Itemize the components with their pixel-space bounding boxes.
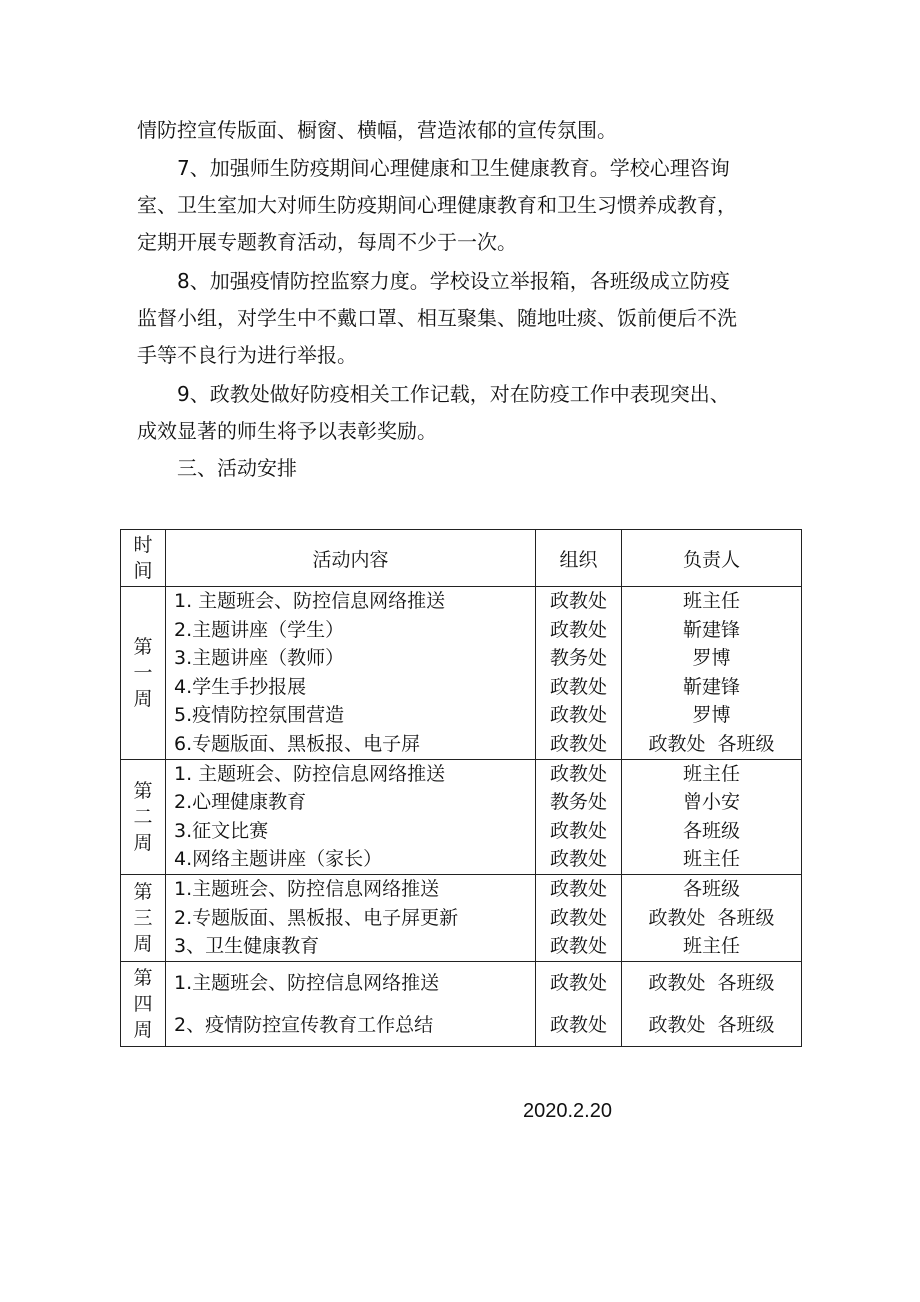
resp-item: 政教处 各班级	[648, 971, 775, 994]
activity-item: 2.专题版面、黑板报、电子屏更新	[174, 906, 459, 929]
paragraph-line: 7、加强师生防疫期间心理健康和卫生健康教育。学校心理咨询	[137, 156, 730, 180]
org-item: 教务处	[549, 647, 607, 670]
activity-item: 4.学生手抄报展	[174, 675, 307, 698]
activity-item: 3、卫生健康教育	[174, 935, 320, 958]
resp-cell	[622, 961, 802, 1046]
activity-item: 2.心理健康教育	[174, 791, 307, 814]
table-row	[121, 961, 802, 1046]
activity-item: 4.网络主题讲座（家长）	[174, 848, 383, 871]
resp-item: 班主任	[682, 935, 740, 958]
resp-item: 罗博	[692, 647, 731, 670]
paragraph-line: 成效显著的师生将予以表彰奖励。	[137, 419, 437, 443]
org-cell	[536, 961, 622, 1046]
org-cell	[536, 874, 622, 961]
resp-item: 政教处 各班级	[648, 732, 775, 755]
activity-cell	[166, 961, 536, 1046]
activity-item: 2、疫情防控宣传教育工作总结	[174, 1013, 434, 1036]
activity-item: 1. 主题班会、防控信息网络推送	[174, 762, 446, 785]
activity-item: 6.专题版面、黑板报、电子屏	[174, 732, 421, 755]
week-label: 第 三 周	[121, 874, 166, 961]
paragraph-line: 室、卫生室加大对师生防疫期间心理健康教育和卫生习惯养成教育，	[137, 193, 737, 217]
resp-item: 班主任	[682, 590, 740, 612]
org-item: 政教处	[549, 906, 607, 929]
activity-item: 1.主题班会、防控信息网络推送	[174, 971, 440, 994]
paragraph-6-continued	[137, 112, 787, 149]
org-cell	[536, 759, 622, 874]
header-org: 组织	[536, 530, 622, 587]
header-resp: 负责人	[622, 530, 802, 587]
activity-item: 3.征文比赛	[174, 819, 269, 842]
activity-cell	[166, 874, 536, 961]
paragraph-line: 监督小组，对学生中不戴口罩、相互聚集、随地吐痰、饭前便后不洗	[137, 306, 737, 330]
org-item: 政教处	[549, 877, 607, 900]
paragraph-line: 定期开展专题教育活动，每周不少于一次。	[137, 230, 517, 254]
table-row	[121, 874, 802, 961]
activity-schedule-table	[120, 529, 802, 1047]
org-item: 政教处	[549, 732, 607, 755]
org-cell	[536, 587, 622, 760]
resp-item: 曾小安	[682, 791, 740, 814]
paragraph-7	[137, 150, 787, 261]
org-item: 政教处	[549, 935, 607, 958]
section-heading: 三、活动安排	[177, 456, 297, 480]
resp-item: 班主任	[682, 762, 740, 785]
org-item: 政教处	[549, 1013, 607, 1036]
activity-item: 1. 主题班会、防控信息网络推送	[174, 590, 446, 612]
org-item: 政教处	[549, 704, 607, 727]
resp-item: 班主任	[682, 848, 740, 871]
header-time: 时 间	[121, 530, 166, 587]
week-label: 第 四 周	[121, 961, 166, 1046]
paragraph-line: 8、加强疫情防控监察力度。学校设立举报箱，各班级成立防疫	[137, 269, 730, 293]
activity-item: 1.主题班会、防控信息网络推送	[174, 877, 440, 900]
org-item: 政教处	[549, 675, 607, 698]
resp-item: 各班级	[682, 877, 740, 900]
table-row	[121, 759, 802, 874]
resp-item: 政教处 各班级	[648, 1013, 775, 1036]
activity-cell	[166, 587, 536, 760]
resp-cell	[622, 874, 802, 961]
resp-item: 政教处 各班级	[648, 906, 775, 929]
paragraph-line: 9、政教处做好防疫相关工作记载，对在防疫工作中表现突出、	[137, 382, 730, 406]
org-item: 政教处	[549, 590, 607, 612]
org-item: 政教处	[549, 819, 607, 842]
org-item: 教务处	[549, 791, 607, 814]
org-item: 政教处	[549, 971, 607, 994]
resp-cell	[622, 587, 802, 760]
org-item: 政教处	[549, 762, 607, 785]
header-content: 活动内容	[166, 530, 536, 587]
activity-item: 3.主题讲座（教师）	[174, 647, 345, 670]
org-item: 政教处	[549, 848, 607, 871]
paragraph-line: 情防控宣传版面、橱窗、横幅，营造浓郁的宣传氛围。	[137, 118, 617, 142]
resp-item: 靳建锋	[682, 675, 740, 698]
org-item: 政教处	[549, 618, 607, 641]
activity-item: 5.疫情防控氛围营造	[174, 704, 345, 727]
paragraph-9	[137, 376, 787, 450]
week-label: 第 二 周	[121, 759, 166, 874]
week-label: 第 一 周	[121, 587, 166, 760]
table-header-row	[121, 530, 802, 587]
paragraph-8	[137, 263, 787, 374]
table-row	[121, 587, 802, 760]
resp-item: 罗博	[692, 704, 731, 727]
document-date: 2020.2.20	[523, 1100, 612, 1122]
resp-cell	[622, 759, 802, 874]
resp-item: 各班级	[682, 819, 740, 842]
paragraph-line: 手等不良行为进行举报。	[137, 343, 357, 367]
activity-item: 2.主题讲座（学生）	[174, 618, 345, 641]
activity-cell	[166, 759, 536, 874]
resp-item: 靳建锋	[682, 618, 740, 641]
